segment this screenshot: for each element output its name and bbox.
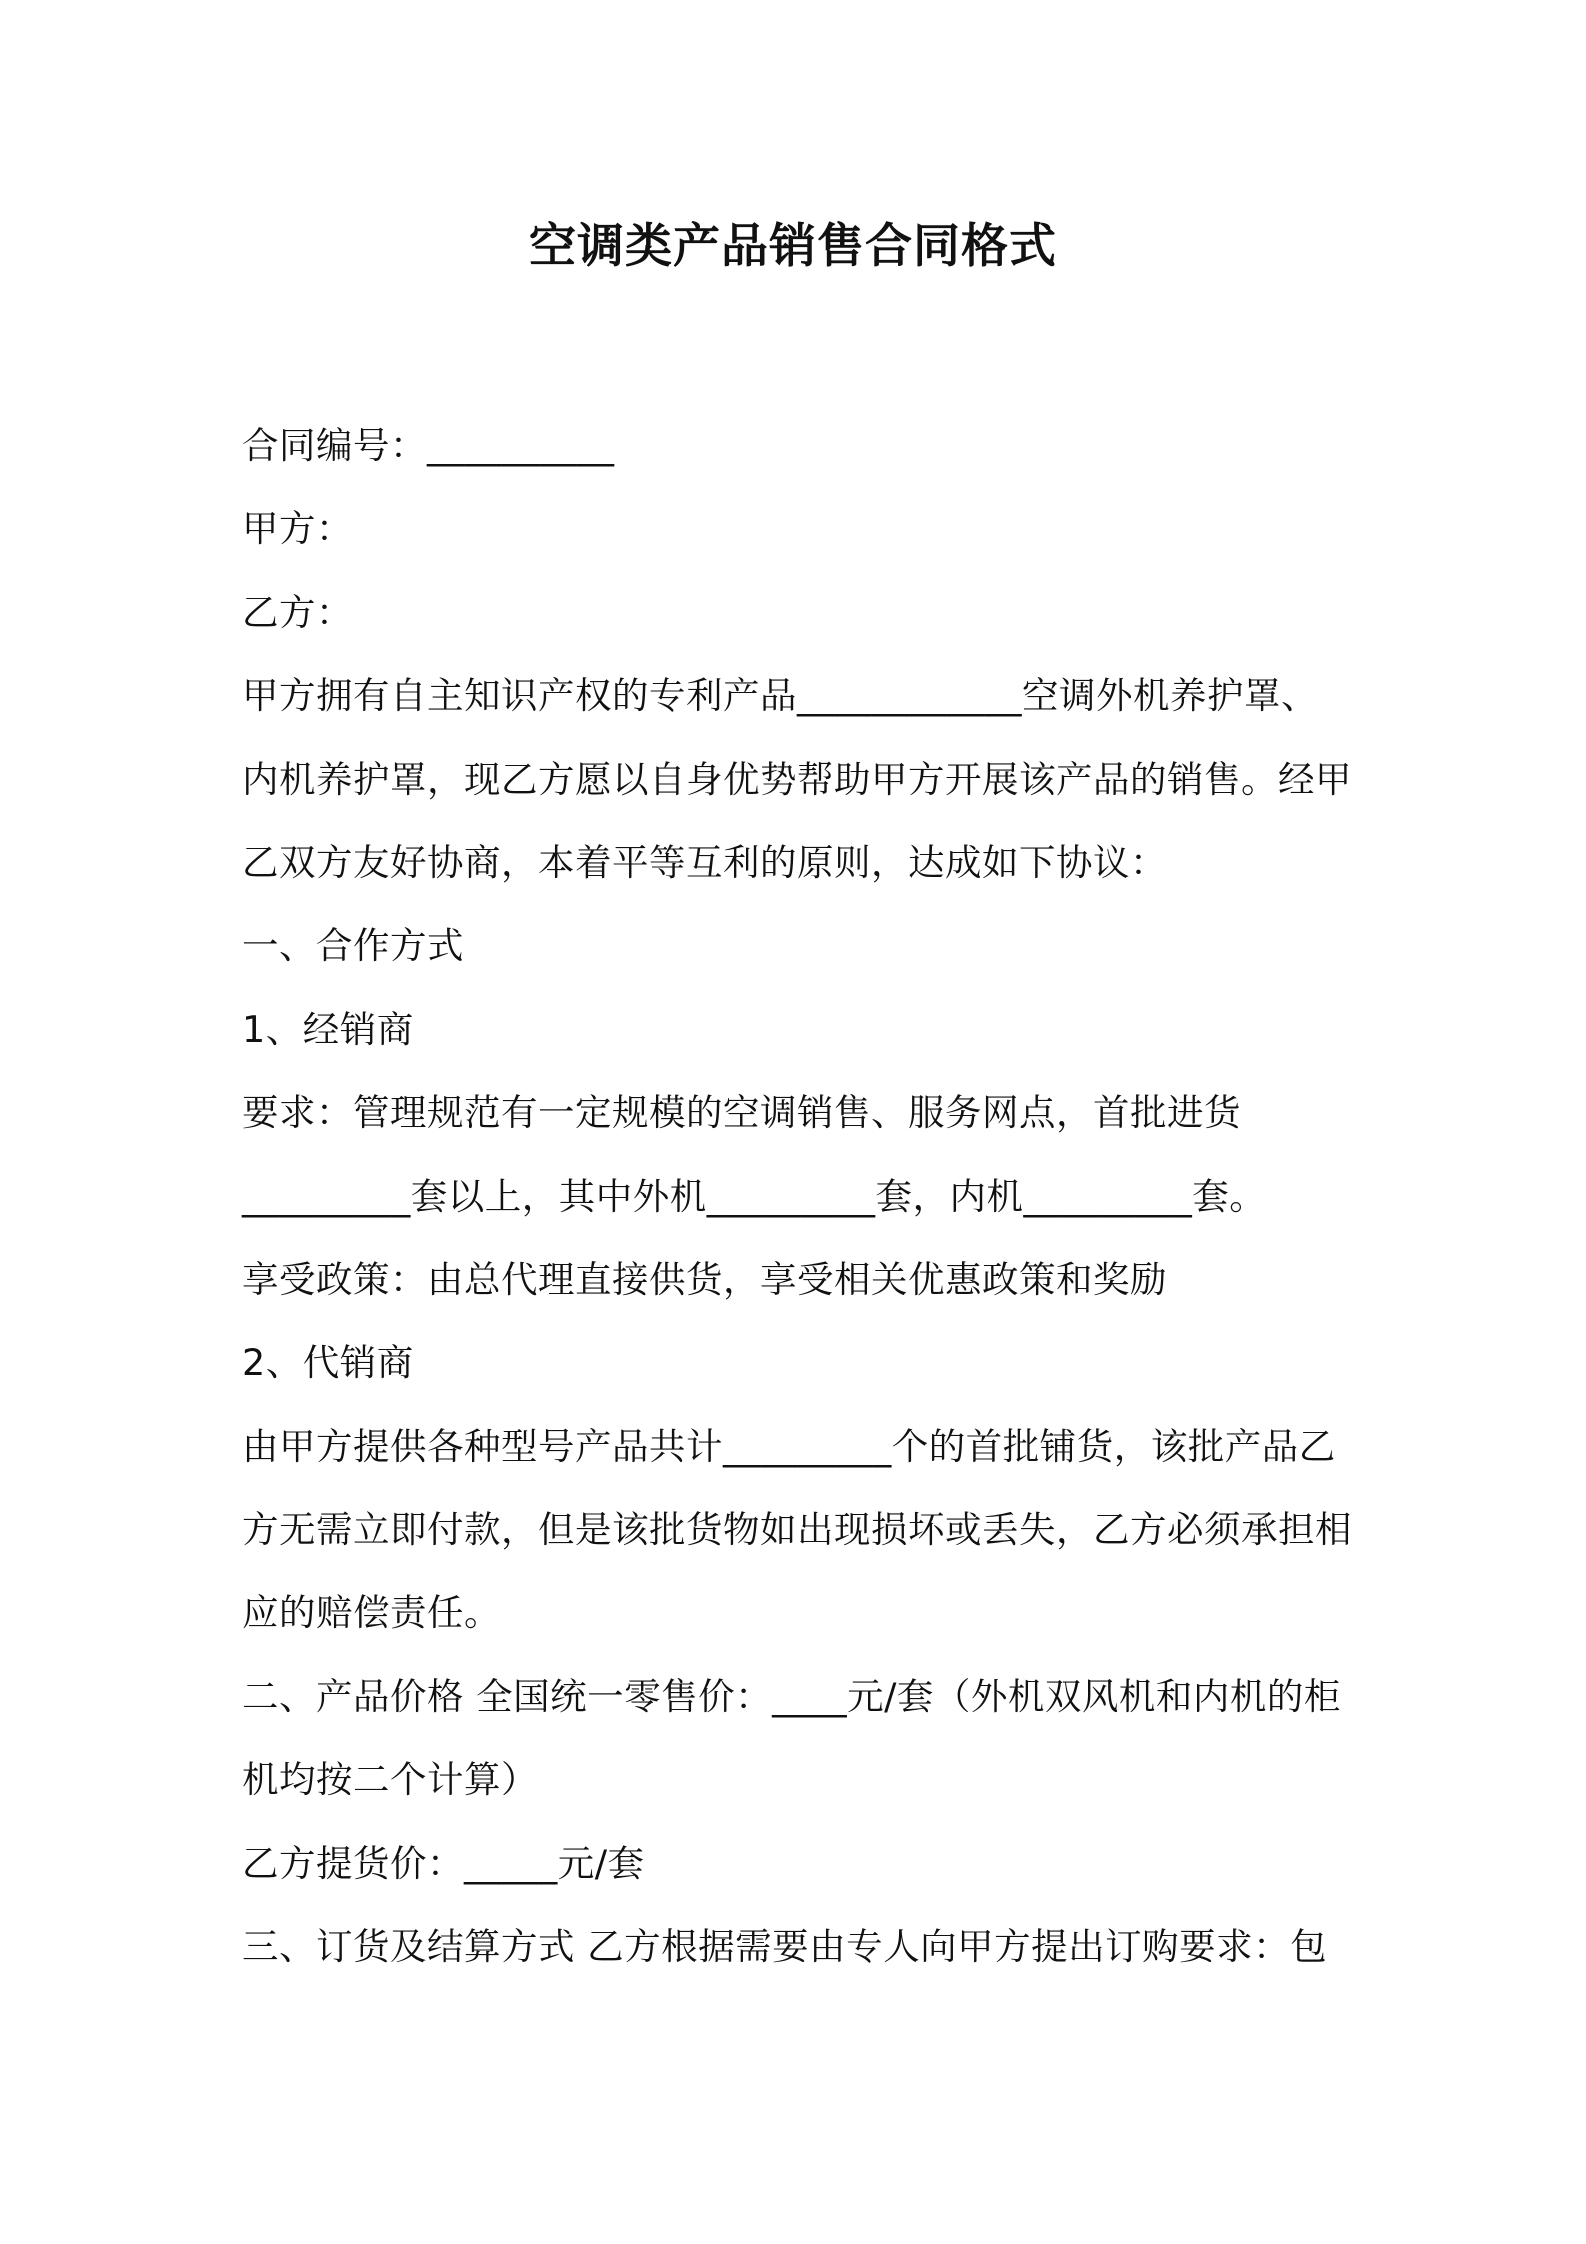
document-title: 空调类产品销售合同格式	[529, 219, 1057, 274]
intro-paragraph-line: 乙双方友好协商，本着平等互利的原则，达成如下协议：	[242, 840, 1167, 884]
distributor-requirement-line: 要求：管理规范有一定规模的空调销售、服务网点，首批进货	[242, 1091, 1241, 1135]
section-heading-ordering: 三、订货及结算方式 乙方根据需要由专人向甲方提出订购要求：包	[242, 1925, 1328, 1969]
agent-paragraph-line: 应的赔偿责任。	[242, 1591, 501, 1635]
pickup-price-line: 乙方提货价：_____元/套	[242, 1841, 645, 1885]
section-heading-cooperation: 一、合作方式	[242, 924, 464, 968]
intro-paragraph-line: 甲方拥有自主知识产权的专利产品____________空调外机养护罩、	[242, 674, 1318, 718]
document-body	[242, 404, 1352, 1988]
section-heading-price: 二、产品价格 全国统一零售价：____元/套（外机双风机和内机的柜	[242, 1674, 1341, 1718]
agent-paragraph-line: 方无需立即付款，但是该批货物如出现损坏或丢失，乙方必须承担相	[242, 1508, 1352, 1552]
price-paragraph-line: 机均按二个计算）	[242, 1758, 538, 1802]
subsection-heading-distributor: 1、经销商	[242, 1007, 414, 1051]
intro-paragraph-line: 内机养护罩，现乙方愿以自身优势帮助甲方开展该产品的销售。经甲	[242, 757, 1352, 801]
agent-paragraph-line: 由甲方提供各种型号产品共计_________个的首批铺货，该批产品乙	[242, 1424, 1336, 1468]
distributor-policy-line: 享受政策：由总代理直接供货，享受相关优惠政策和奖励	[242, 1257, 1167, 1301]
distributor-requirement-line: _________套以上，其中外机_________套，内机_________套。	[242, 1174, 1267, 1218]
party-b-line: 乙方：	[242, 590, 353, 634]
subsection-heading-agent: 2、代销商	[242, 1341, 414, 1385]
contract-number-line: 合同编号：__________	[242, 424, 615, 467]
party-a-line: 甲方：	[242, 507, 353, 551]
